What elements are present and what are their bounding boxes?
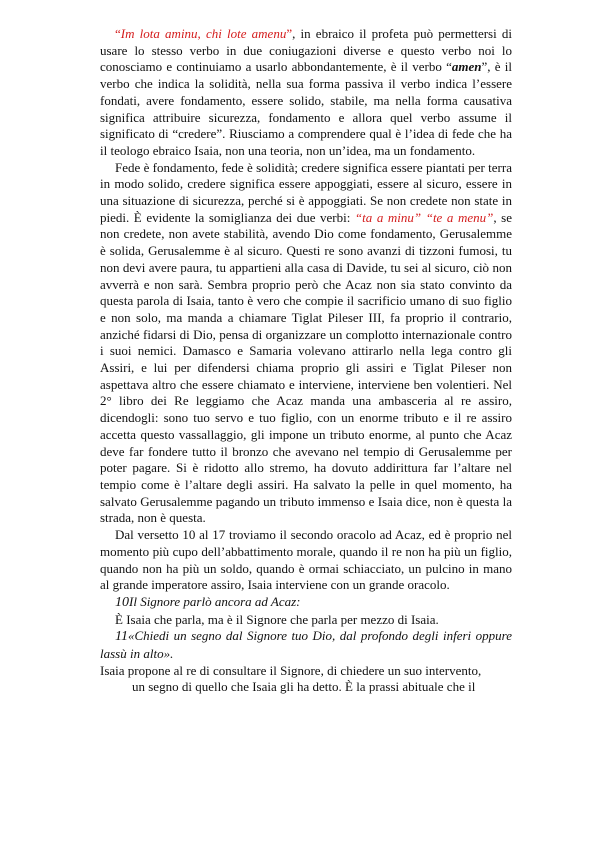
- paragraph-isaiah-proposal: [100, 663, 512, 696]
- verse-10: [100, 594, 512, 612]
- verse-11: [100, 628, 512, 662]
- verse-number: 11: [115, 629, 128, 645]
- paragraph-text: , se non credete, non avete stabilità, avendo Dio come fondamento, Gerusalemme è solida, Gerusalemme è al sicuro. Questi re sono avanzi di tizzoni fumosi, tu non devi avere paura, tu appartieni alla casa di Davide, tu sei al sicuro, ciò non avverrà e non sarà. Sembra proprio però che Acaz non sia stato convinto da questa parola di Isaia, tanto è vero che compie il sacrificio umano di suo figlio e non solo, ma manda a chiamare Tiglat Pileser III, fa proprio il contrario, anziché fidarsi di Dio, pensa di organizzare un complotto internazionale contro i suoi nemici. Damasco e Samaria volevano attirarlo nella lega contro gli Assiri, e lui per difendersi chiama proprio gli assiri e Tiglat Pileser non aspettava altro che essere chiamato e interviene, interviene ben volentieri. Nel 2° libro dei Re leggiamo che Acaz manda una ambasceria al re assiro, dicendogli: sono tuo servo e tuo figlio, con un enorme tributo e il re assiro accetta questo vassallaggio, gli impone un tributo enorme, al punto che Acaz deve far fondere tutto il bronzo che avevano nel tempio di Gerusalemme per poter pagare. Si è ridotto allo stremo, ha dovuto addirittura far l’altare nel tempio come è l’altare degli assiri. Ha salvato la pelle in quel momento, ha salvato Gerusalemme pagando un tributo immenso e Isaia dice, non è questa la strada, non è questa.: [100, 209, 513, 526]
- paragraph-text: , in ebraico il profeta può permettersi di usare lo stesso verbo in due coniugazioni diverse e questo verbo noi lo conosciamo e continuiamo a usarlo abbondantemente, è il verbo “: [100, 26, 512, 75]
- paragraph-line: un segno di quello che Isaia gli ha detto. È la prassi abituale che il: [132, 679, 476, 695]
- paragraph-second-oracle: Dal versetto 10 al 17 troviamo il secondo oracolo ad Acaz, ed è proprio nel momento più cupo dell’abbattimento morale, quando il re non ha più un figlio, quando non ha più un soldo, quando è ormai schiacciato, un pulcino in mano al grande imperatore assiro, Isaia interviene con un grande oracolo.: [100, 527, 512, 593]
- verse-text: Il Signore parlò ancora ad Acaz:: [129, 593, 301, 609]
- hebrew-quote-close: ”: [286, 26, 293, 41]
- hebrew-quote: Im lota aminu, chi lote amenu: [120, 26, 287, 41]
- paragraph-line: Isaia propone al re di consultare il Signore, di chiedere un suo intervento,: [100, 662, 482, 678]
- paragraph-faith: [100, 160, 512, 527]
- hebrew-quote-open: “: [115, 26, 121, 41]
- paragraph-text: ”, è il verbo che indica la solidità, nella sua forma passiva il verbo indica l’essere fondati, avere fondamento, essere solido, stabile, ma nella forma causativa significa attribuire sicurezza, fondamento e allora quel verbo assume il significato di “credere”. Riusciamo a comprendere qual è l’idea di fede che ha il teologo ebraico Isaia, non una teoria, non un’idea, ma un fondamento.: [100, 59, 512, 158]
- hebrew-verb-1: “ta a minu”: [354, 209, 422, 225]
- verse-text: «Chiedi un segno dal Signore tuo Dio, dal profondo degli inferi oppure lassù in alto».: [100, 628, 512, 662]
- paragraph-text: Fede è fondamento, fede è solidità; credere significa essere piantati per terra in modo solido, credere significa essere appoggiati, essere al sicuro, essere in una situazione di sicurezza, perché si è appoggiati. Se non credete non state in piedi. È evidente la somiglianza dei due verbi:: [100, 159, 512, 225]
- highlight-word-amen: amen: [451, 59, 482, 75]
- paragraph-amen: [100, 26, 512, 160]
- paragraph-commentary: È Isaia che parla, ma è il Signore che parla per mezzo di Isaia.: [115, 611, 439, 627]
- body-text: [100, 26, 512, 696]
- hebrew-verb-2: “te a menu”: [425, 209, 494, 225]
- verse-number: 10: [115, 594, 129, 610]
